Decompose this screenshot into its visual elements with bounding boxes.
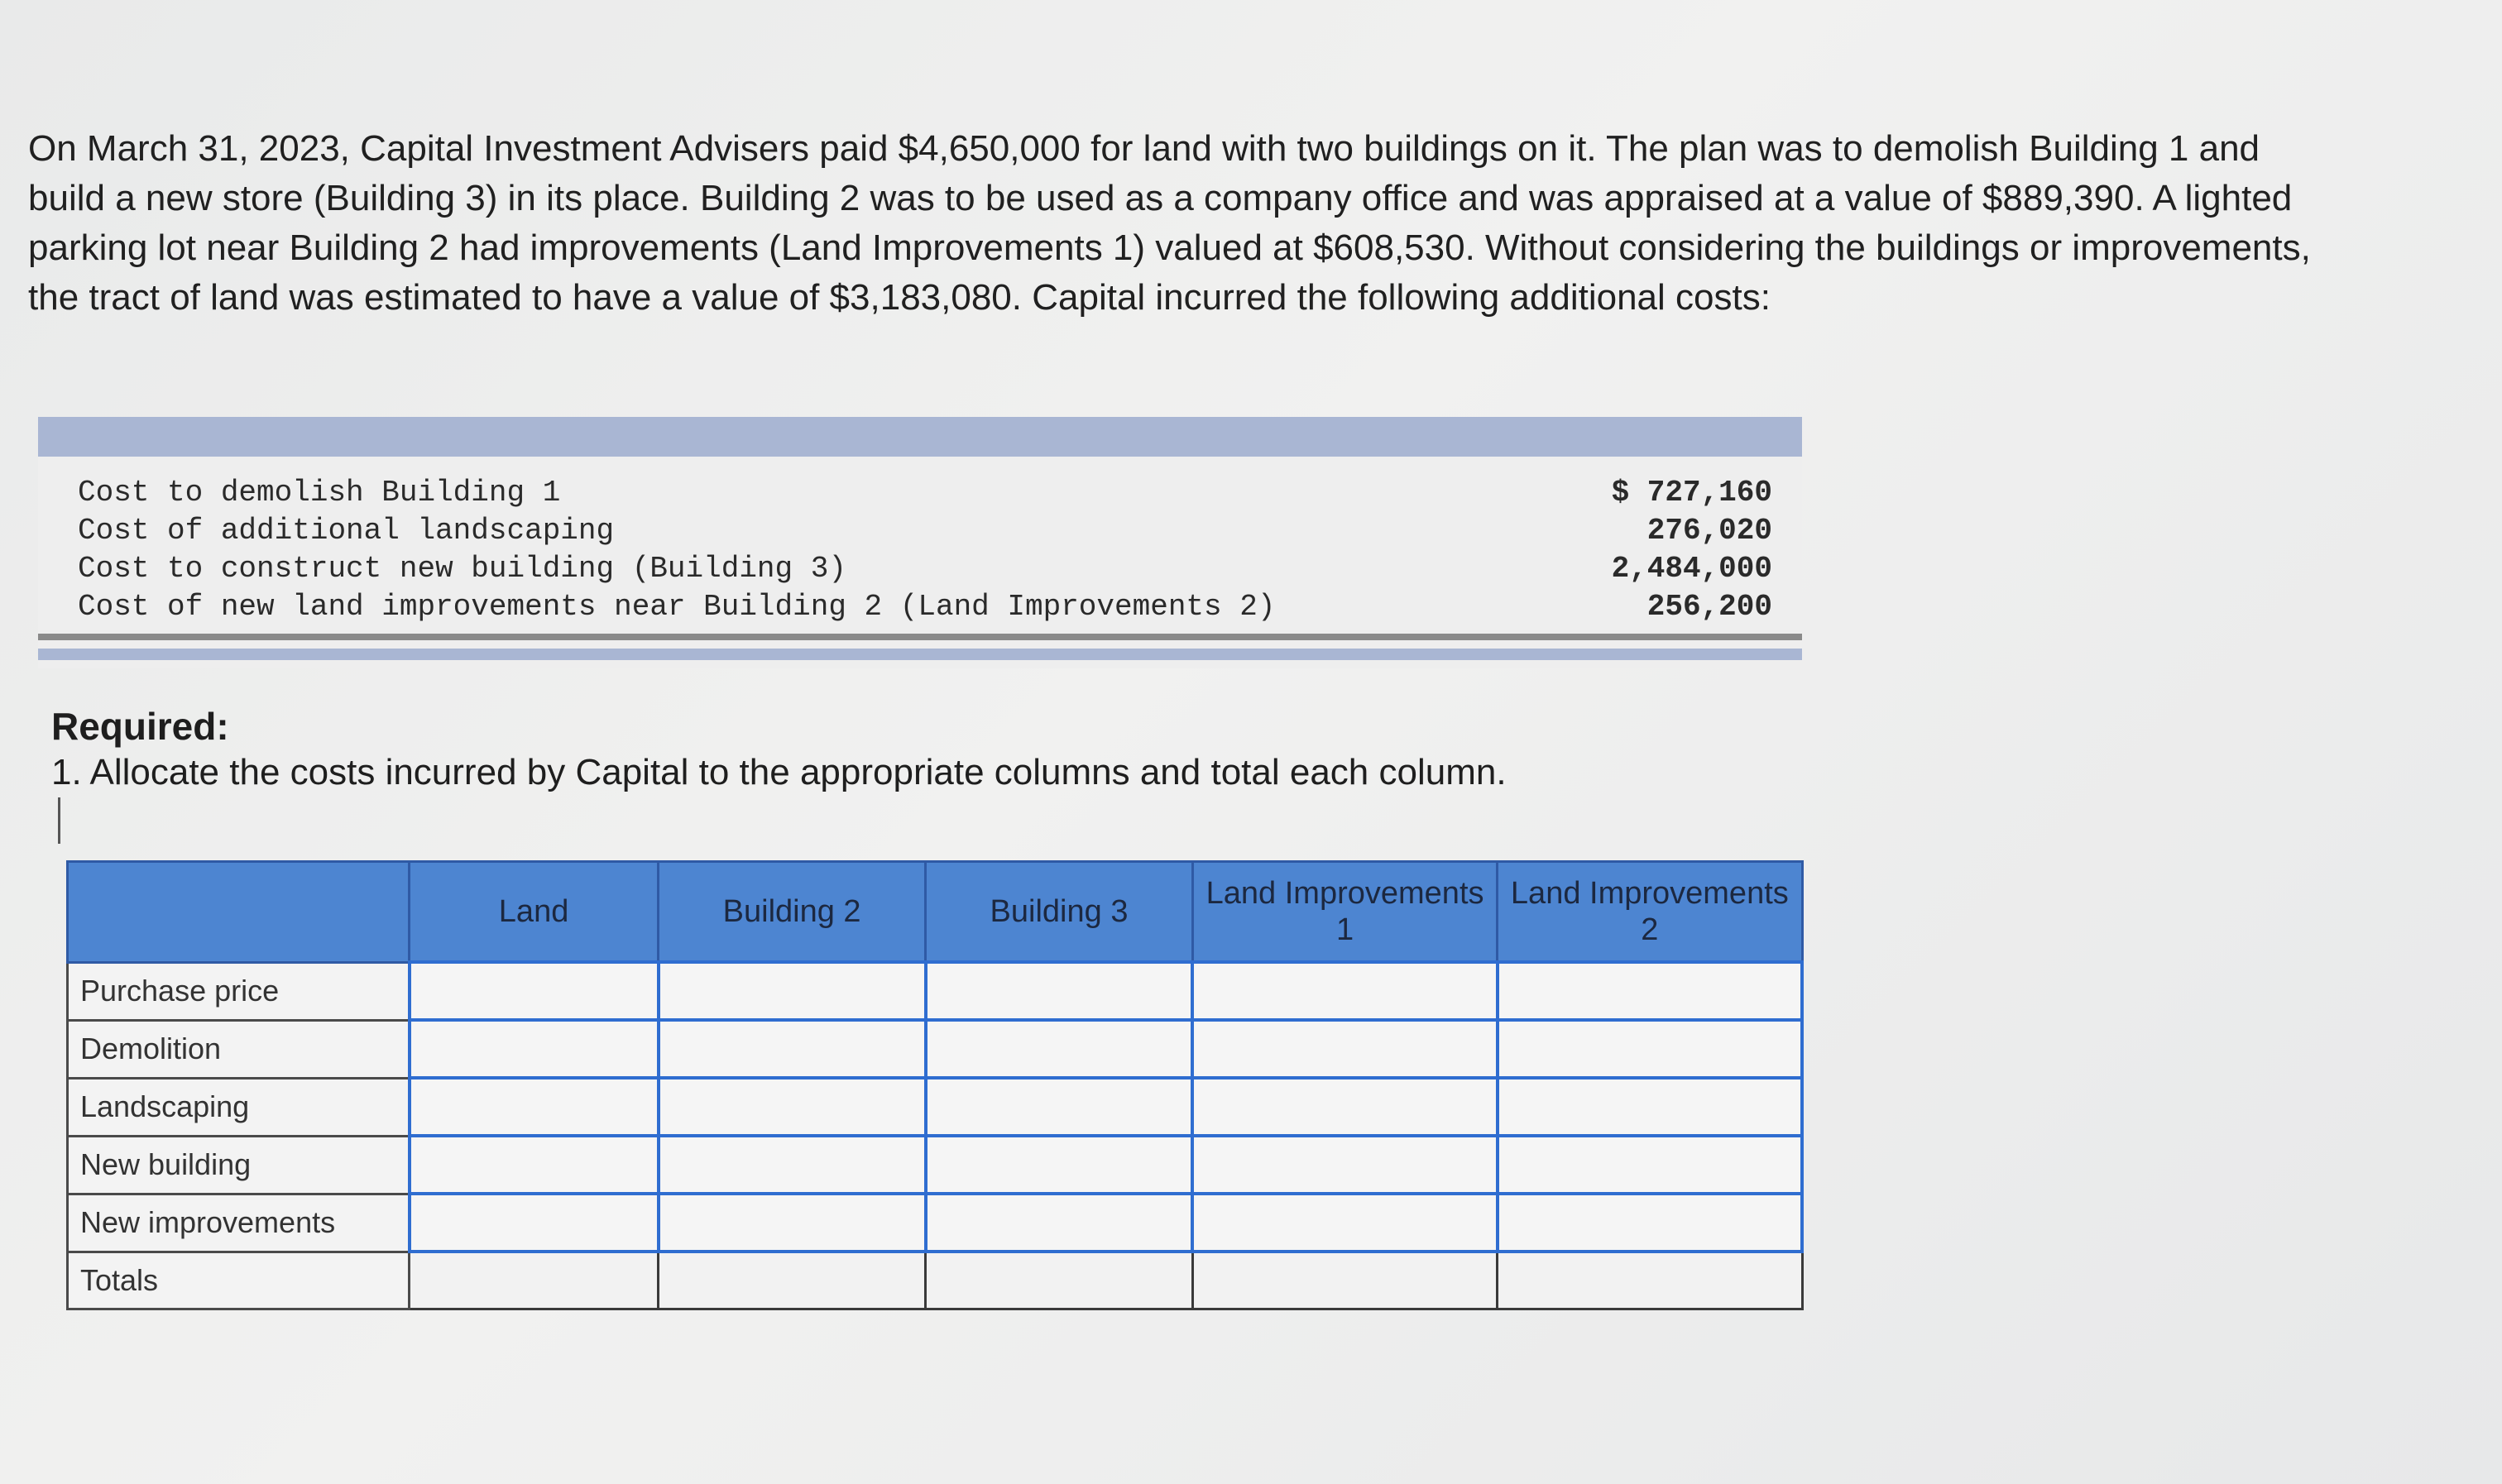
allocation-header-row (68, 862, 1803, 963)
cost-row (38, 511, 1802, 549)
allocation-table (66, 860, 1804, 1310)
total-land-improvements-2 (1498, 1252, 1802, 1309)
text-cursor (58, 797, 60, 844)
new-improvements-building-3-input[interactable] (928, 1196, 1191, 1249)
cost-label: Cost of additional landscaping (78, 513, 615, 548)
landscaping-building-2-input[interactable] (661, 1080, 923, 1133)
header-corner (68, 862, 410, 963)
new-building-land-improvements-1-input[interactable] (1195, 1138, 1494, 1191)
table-row (68, 962, 1803, 1020)
column-header-building-2: Building 2 (659, 862, 926, 963)
row-label-new-building: New building (68, 1136, 410, 1194)
cost-amount: 2,484,000 (1611, 551, 1772, 586)
required-section (51, 703, 1507, 796)
input-cell[interactable] (410, 1078, 659, 1136)
input-cell[interactable] (1192, 962, 1497, 1020)
row-label-landscaping: Landscaping (68, 1078, 410, 1136)
cost-row (38, 473, 1802, 511)
row-label-purchase-price: Purchase price (68, 962, 410, 1020)
input-cell[interactable] (410, 962, 659, 1020)
input-cell[interactable] (926, 962, 1193, 1020)
demolition-land-improvements-1-input[interactable] (1195, 1022, 1494, 1075)
cost-table-header (38, 417, 1802, 457)
input-cell[interactable] (1498, 962, 1802, 1020)
cost-label: Cost to demolish Building 1 (78, 475, 561, 510)
input-cell[interactable] (659, 1078, 926, 1136)
cost-amount: 256,200 (1646, 589, 1772, 624)
input-cell[interactable] (1192, 1136, 1497, 1194)
cost-row (38, 587, 1802, 625)
purchase-price-land-improvements-2-input[interactable] (1500, 965, 1800, 1017)
landscaping-building-3-input[interactable] (928, 1080, 1191, 1133)
input-cell[interactable] (926, 1078, 1193, 1136)
new-building-land-improvements-2-input[interactable] (1500, 1138, 1800, 1191)
new-improvements-land-improvements-2-input[interactable] (1500, 1196, 1800, 1249)
input-cell[interactable] (926, 1194, 1193, 1252)
column-header-building-3: Building 3 (926, 862, 1193, 963)
input-cell[interactable] (1192, 1020, 1497, 1078)
cost-amount: 276,020 (1646, 513, 1772, 548)
new-building-building-2-input[interactable] (661, 1138, 923, 1191)
purchase-price-building-3-input[interactable] (928, 965, 1191, 1017)
required-heading: Required: (51, 705, 229, 748)
row-label-demolition: Demolition (68, 1020, 410, 1078)
column-header-land-improvements-1: Land Improvements 1 (1192, 862, 1497, 963)
input-cell[interactable] (410, 1194, 659, 1252)
cost-table-body (38, 457, 1802, 668)
table-row (68, 1020, 1803, 1078)
required-instruction: 1. Allocate the costs incurred by Capital to the appropriate columns and total each column. (51, 752, 1507, 792)
input-cell[interactable] (659, 1136, 926, 1194)
problem-statement (28, 124, 2337, 323)
landscaping-land-input[interactable] (412, 1080, 656, 1133)
column-header-land: Land (410, 862, 659, 963)
table-row (68, 1136, 1803, 1194)
purchase-price-land-improvements-1-input[interactable] (1195, 965, 1494, 1017)
new-improvements-land-improvements-1-input[interactable] (1195, 1196, 1494, 1249)
total-land-improvements-1 (1192, 1252, 1497, 1309)
demolition-building-2-input[interactable] (661, 1022, 923, 1075)
total-land (410, 1252, 659, 1309)
column-header-land-improvements-2: Land Improvements 2 (1498, 862, 1802, 963)
input-cell[interactable] (410, 1020, 659, 1078)
intro-text: On March 31, 2023, Capital Investment Advisers paid $4,650,000 for land with two buildings on it. The plan was to demolish Building 1 and build a new store (Building 3) in its place. Building 2 was to be used as a company office and was appraised at a value of $889,390. A lighted parking lot near Building 2 had improvements (Land Improvements 1) valued at $608,530. Without considering the buildings or improvements, the tract of land was estimated to have a value of $3,183,080. Capital incurred the following additional costs: (28, 128, 2311, 318)
input-cell[interactable] (659, 962, 926, 1020)
table-row (68, 1078, 1803, 1136)
table-row (68, 1194, 1803, 1252)
cost-label: Cost to construct new building (Building 3) (78, 551, 846, 586)
new-building-land-input[interactable] (412, 1138, 656, 1191)
demolition-land-input[interactable] (412, 1022, 656, 1075)
row-label-new-improvements: New improvements (68, 1194, 410, 1252)
input-cell[interactable] (1498, 1136, 1802, 1194)
input-cell[interactable] (1498, 1078, 1802, 1136)
demolition-building-3-input[interactable] (928, 1022, 1191, 1075)
total-building-3 (926, 1252, 1193, 1309)
input-cell[interactable] (1498, 1020, 1802, 1078)
row-label-totals: Totals (68, 1252, 410, 1309)
input-cell[interactable] (1192, 1078, 1497, 1136)
purchase-price-land-input[interactable] (412, 965, 656, 1017)
landscaping-land-improvements-1-input[interactable] (1195, 1080, 1494, 1133)
divider (38, 634, 1802, 640)
landscaping-land-improvements-2-input[interactable] (1500, 1080, 1800, 1133)
input-cell[interactable] (410, 1136, 659, 1194)
input-cell[interactable] (926, 1020, 1193, 1078)
total-building-2 (659, 1252, 926, 1309)
input-cell[interactable] (1192, 1194, 1497, 1252)
cost-amount: $ 727,160 (1611, 475, 1772, 510)
cost-row (38, 549, 1802, 587)
input-cell[interactable] (926, 1136, 1193, 1194)
totals-row (68, 1252, 1803, 1309)
additional-costs-table (38, 417, 1802, 687)
input-cell[interactable] (1498, 1194, 1802, 1252)
new-building-building-3-input[interactable] (928, 1138, 1191, 1191)
input-cell[interactable] (659, 1020, 926, 1078)
new-improvements-land-input[interactable] (412, 1196, 656, 1249)
new-improvements-building-2-input[interactable] (661, 1196, 923, 1249)
divider (38, 649, 1802, 660)
input-cell[interactable] (659, 1194, 926, 1252)
demolition-land-improvements-2-input[interactable] (1500, 1022, 1800, 1075)
purchase-price-building-2-input[interactable] (661, 965, 923, 1017)
cost-label: Cost of new land improvements near Building 2 (Land Improvements 2) (78, 589, 1276, 624)
